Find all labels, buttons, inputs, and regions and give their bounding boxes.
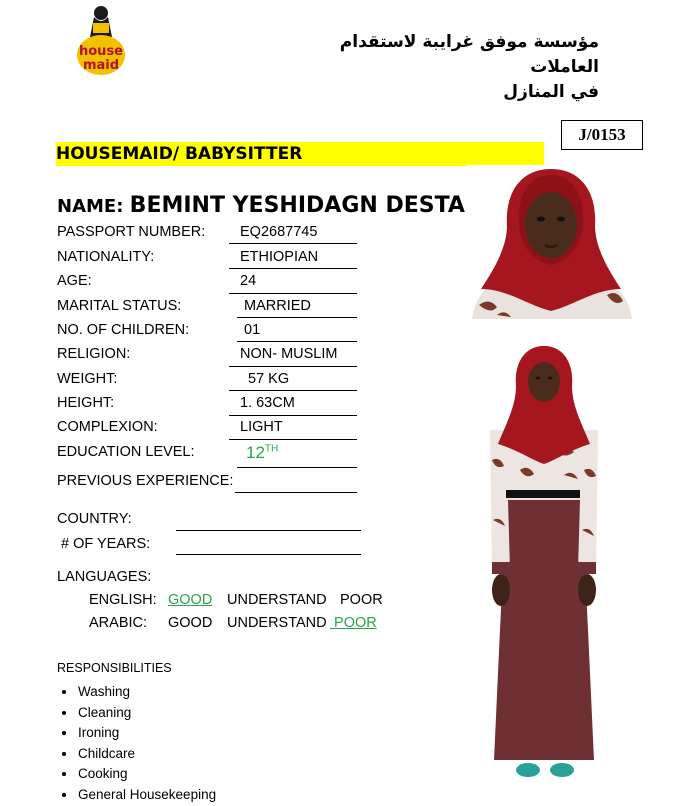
list-item: • Washing [77, 682, 216, 703]
previous-experience-label: PREVIOUS EXPERIENCE: [57, 473, 234, 489]
nationality-underline [229, 268, 357, 269]
marital-status-label: MARITAL STATUS: [57, 298, 182, 314]
nationality-label: NATIONALITY: [57, 249, 155, 265]
years-underline [176, 554, 361, 555]
weight-value: 57 KG [248, 371, 290, 387]
arabic-label: ARABIC: [89, 615, 148, 631]
list-item: • Cooking [77, 764, 216, 785]
marital-status-underline [237, 317, 357, 318]
height-label: HEIGHT: [57, 395, 115, 411]
list-item: • Cleaning [77, 703, 216, 724]
passport-label: PASSPORT NUMBER: [57, 224, 206, 240]
nationality-value: ETHIOPIAN [240, 249, 319, 265]
passport-underline [229, 243, 357, 244]
job-title: HOUSEMAID/ BABYSITTER [56, 144, 303, 164]
height-value: 1. 63CM [240, 395, 295, 411]
religion-label: RELIGION: [57, 346, 131, 362]
years-label: # OF YEARS: [61, 536, 151, 552]
arabic-level-poor [330, 615, 377, 631]
children-label: NO. OF CHILDREN: [57, 322, 190, 338]
arabic-line-1: مؤسسة موفق غرايبة لاستقدام العاملات [339, 32, 599, 77]
name-value: BEMINT YESHIDAGN DESTA [129, 193, 465, 218]
education-suffix: TH [264, 443, 279, 455]
education-value [246, 443, 278, 463]
complexion-underline [229, 439, 357, 440]
age-value: 24 [240, 273, 257, 289]
complexion-label: COMPLEXION: [57, 419, 158, 435]
job-title-banner [56, 142, 544, 166]
age-underline [229, 293, 357, 294]
previous-experience-underline [235, 492, 357, 493]
arabic-level-understand: UNDERSTAND [227, 615, 327, 631]
reference-number: J/0153 [561, 120, 643, 150]
arabic-company-name [279, 30, 599, 105]
passport-value: EQ2687745 [240, 224, 318, 240]
religion-underline [229, 366, 357, 367]
responsibilities-title: RESPONSIBILITIES [57, 661, 172, 675]
english-label: ENGLISH: [89, 592, 157, 608]
weight-label: WEIGHT: [57, 371, 118, 387]
children-value: 01 [244, 322, 261, 338]
list-item: • Ironing [77, 723, 216, 744]
religion-value: NON- MUSLIM [240, 346, 338, 362]
portrait-photo [467, 165, 635, 319]
full-body-photo [484, 340, 604, 785]
country-label: COUNTRY: [57, 511, 132, 527]
arabic-level-good: GOOD [168, 615, 213, 631]
responsibilities-list [56, 682, 216, 805]
height-underline [229, 415, 357, 416]
education-underline [237, 467, 357, 468]
children-underline [237, 341, 357, 342]
list-item: • General Housekeeping [77, 785, 216, 806]
marital-status-value: MARRIED [244, 298, 311, 314]
complexion-value: LIGHT [240, 419, 283, 435]
english-level-good: GOOD [168, 592, 213, 608]
logo-text-maid: maid [82, 58, 120, 73]
education-number: 12 [246, 443, 265, 462]
company-logo [60, 3, 142, 85]
languages-title: LANGUAGES: [57, 569, 152, 585]
name-row: NAME: BEMINT YESHIDAGN DESTA [57, 193, 465, 218]
country-underline [176, 530, 361, 531]
english-level-poor: POOR [340, 592, 383, 608]
education-label: EDUCATION LEVEL: [57, 444, 195, 460]
arabic-line-2: في المنازل [503, 82, 599, 102]
logo-text-house: house [79, 44, 123, 59]
age-label: AGE: [57, 273, 92, 289]
weight-underline [229, 390, 357, 391]
list-item: • Childcare [77, 744, 216, 765]
arabic-level-poor-text: POOR [334, 615, 377, 631]
name-label: NAME [57, 196, 117, 217]
english-level-understand: UNDERSTAND [227, 592, 327, 608]
